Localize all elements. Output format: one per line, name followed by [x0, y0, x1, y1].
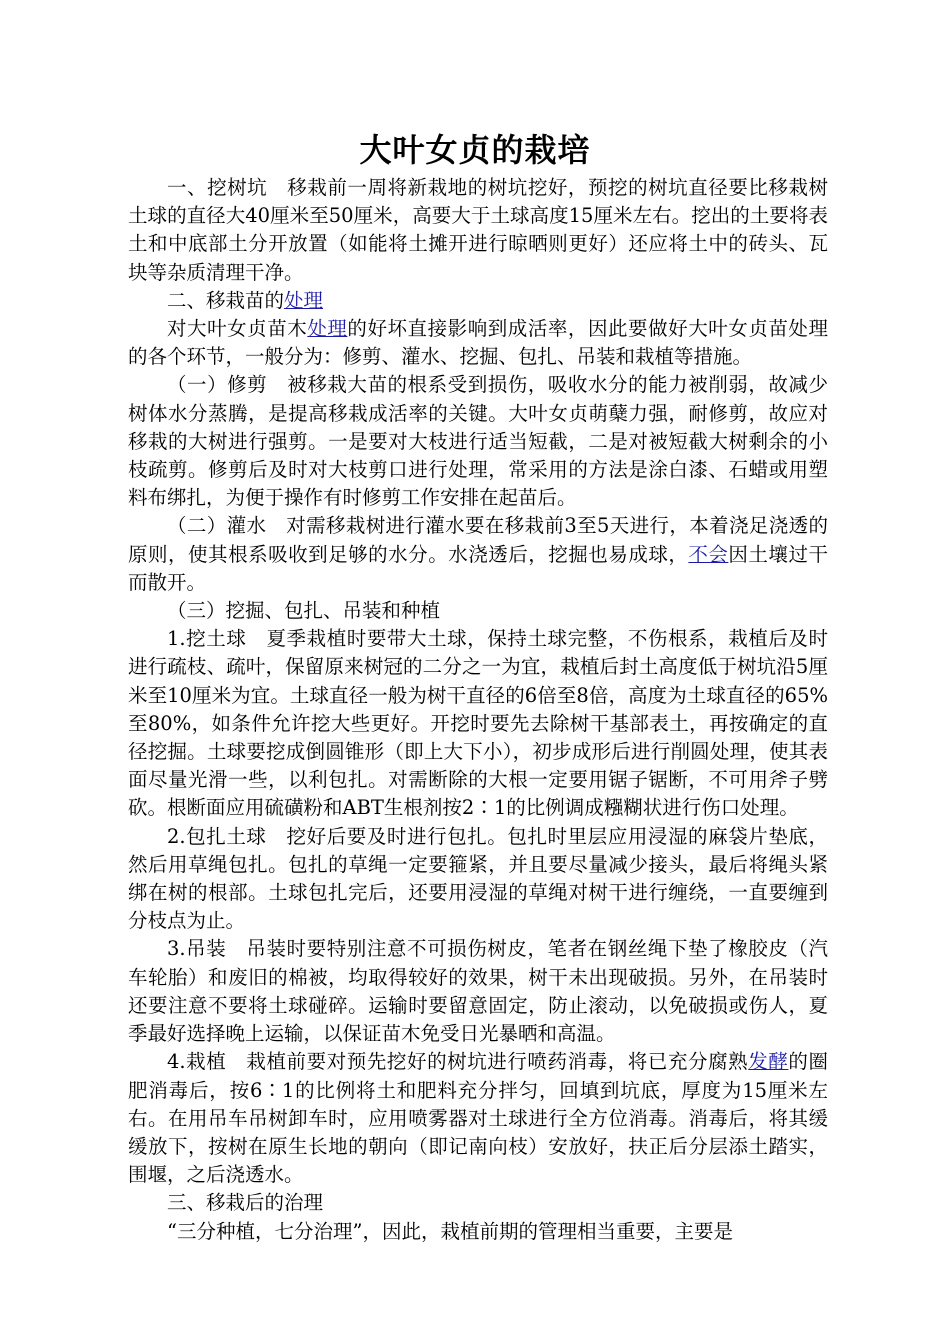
paragraph	[128, 1048, 828, 1189]
paragraph	[128, 625, 828, 822]
paragraph-text: 3.吊装 吊装时要特别注意不可损伤树皮，笔者在钢丝绳下垫了橡胶皮（汽车轮胎）和废旧的棉被，均取得较好的效果，树干未出现破损。另外，在吊装时还要注意不要将土球碰碎。运输时要留意固定，防止滚动，以免破损或伤人，夏季最好选择晚上运输，以保证苗木免受日光暴晒和高温。	[128, 937, 828, 1046]
paragraph	[128, 935, 828, 1048]
inline-link[interactable]: 不会	[688, 542, 729, 566]
inline-link[interactable]: 处理	[307, 317, 348, 341]
paragraph	[128, 1189, 828, 1217]
paragraph-text: 1.挖土球 夏季栽植时要带大土球，保持土球完整，不伤根系，栽植后及时进行疏枝、疏叶，保留原来树冠的二分之一为宜，栽植后封土高度低于树坑沿5厘米至10厘米为宜。土球直径一般为树干直径的6倍至8倍，高度为土球直径的65%至80%，如条件允许挖大些更好。开挖时要先去除树干基部表土，再按确定的直径挖掘。土球要挖成倒圆锥形（即上大下小），初步成形后进行削圆处理，使其表面尽量光滑一些，以利包扎。对需断除的大根一定要用锯子锯断，不可用斧子劈砍。根断面应用硫磺粉和ABT生根剂按2∶1的比例调成糨糊状进行伤口处理。	[128, 627, 828, 820]
paragraph	[128, 174, 828, 287]
paragraph-text: 对大叶女贞苗木	[167, 317, 308, 341]
paragraph	[128, 823, 828, 936]
document-title: 大叶女贞的栽培	[359, 131, 591, 169]
inline-link[interactable]: 处理	[284, 288, 324, 312]
paragraph	[128, 1218, 828, 1246]
paragraph-text: （二）灌水 对需移栽树进行灌水要在移栽前3至5天进行，本着浇足浇透的原则，使其根系吸收到足够的水分。水浇透后，挖掘也易成球，	[128, 514, 828, 566]
paragraph-text: 二、移栽苗的	[167, 288, 285, 312]
paragraph-text: 的好坏直接影响到成活率，因此要做好大叶女贞苗处理的各个环节，一般分为：修剪、灌水、挖掘、包扎、吊装和栽植等措施。	[128, 317, 828, 369]
paragraph	[128, 371, 828, 512]
paragraph-text: （三）挖掘、包扎、吊装和种植	[167, 599, 441, 623]
paragraph-text: （一）修剪 被移栽大苗的根系受到损伤，吸收水分的能力被削弱，故减少树体水分蒸腾，是提高移栽成活率的关键。大叶女贞萌蘖力强，耐修剪，故应对移栽的大树进行强剪。一是要对大枝进行适当短截，二是对被短截大树剩余的小枝疏剪。修剪后及时对大枝剪口进行处理，常采用的方法是涂白漆、石蜡或用塑料布绑扎，为便于操作有时修剪工作安排在起苗后。	[128, 373, 828, 510]
paragraph-text: 一、挖树坑 移栽前一周将新栽地的树坑挖好，预挖的树坑直径要比移栽树土球的直径大40厘米至50厘米，高要大于土球高度15厘米左右。挖出的土要将表土和中底部土分开放置（如能将土摊开进行晾晒则更好）还应将土中的砖头、瓦块等杂质清理干净。	[128, 176, 828, 284]
paragraph	[128, 597, 828, 625]
paragraph-text: “三分种植，七分治理”，因此，栽植前期的管理相当重要，主要是	[167, 1219, 733, 1243]
paragraph-text: 4.栽植 栽植前要对预先挖好的树坑进行喷药消毒，将已充分腐熟	[167, 1050, 749, 1074]
paragraph-text: 2.包扎土球 挖好后要及时进行包扎。包扎时里层应用浸湿的麻袋片垫底，然后用草绳包扎。包扎的草绳一定要箍紧，并且要尽量减少接头，最后将绳头紧绑在树的根部。土球包扎完后，还要用浸湿的草绳对树干进行缠绕，一直要缠到分枝点为止。	[128, 824, 828, 933]
paragraph-text: 三、移栽后的治理	[167, 1191, 324, 1215]
paragraph	[128, 287, 828, 315]
paragraph	[128, 315, 828, 371]
paragraph	[128, 512, 828, 597]
paragraph-text: 的圈肥消毒后，按6∶1的比例将土和肥料充分拌匀，回填到坑底，厚度为15厘米左右。在用吊车吊树卸车时，应用喷雾器对土球进行全方位消毒。消毒后，将其缓缓放下，按树在原生长地的朝向（即记南向枝）安放好，扶正后分层添土踏实，围堰，之后浇透水。	[128, 1050, 828, 1187]
paragraph-text: 因土壤过干而散开。	[128, 542, 828, 594]
inline-link[interactable]: 发酵	[748, 1050, 789, 1074]
document-body	[128, 174, 828, 1246]
